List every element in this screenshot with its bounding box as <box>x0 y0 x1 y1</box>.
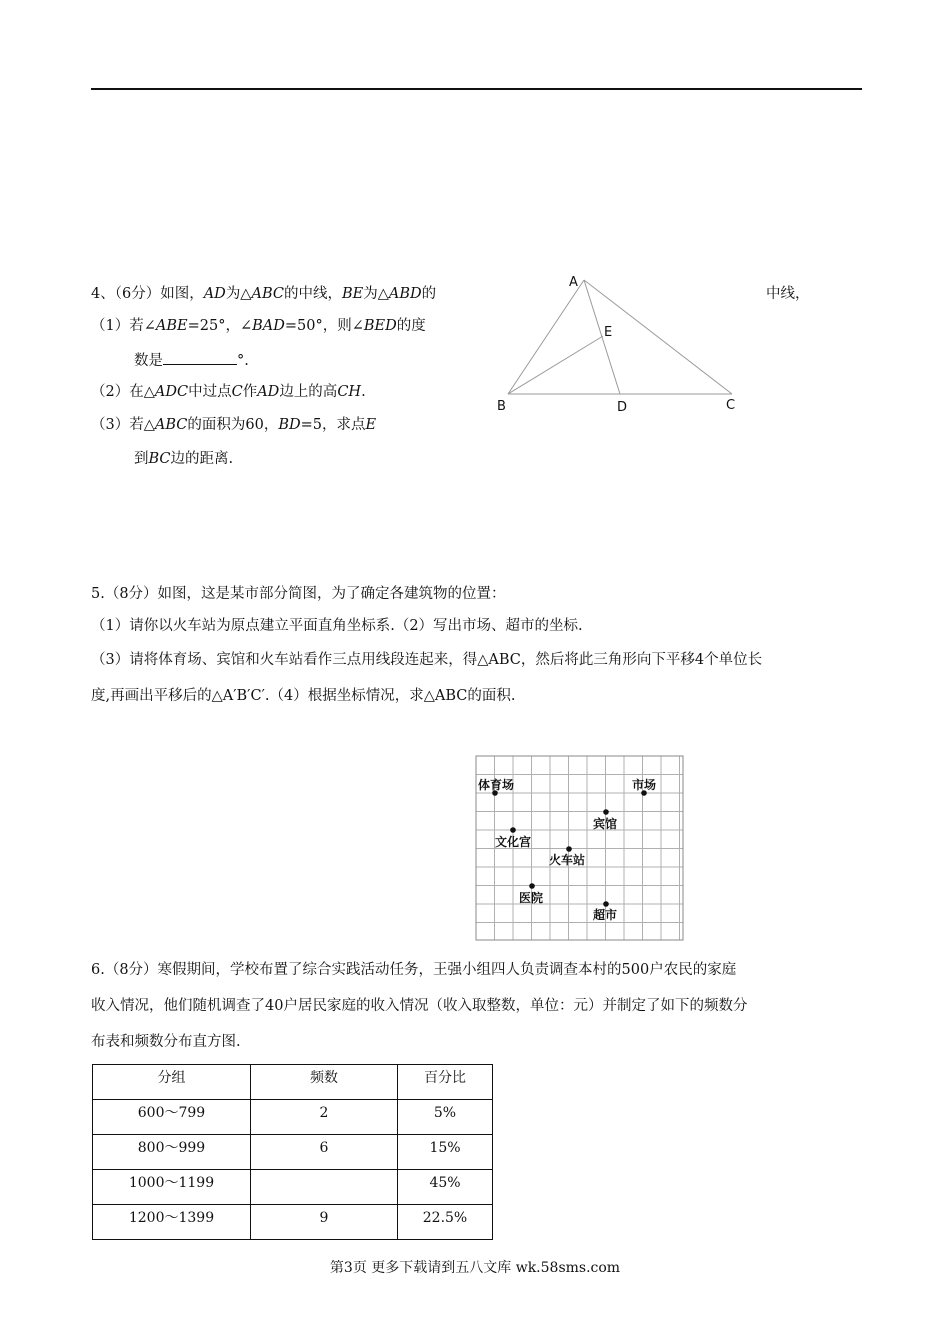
hospital-label: 医院 <box>519 891 544 905</box>
stadium-label: 体育场 <box>478 778 515 792</box>
table-header-row <box>93 1065 493 1100</box>
q5-line3: （3）请将体育场、宾馆和火车站看作三点用线段连起来，得△ABC，然后将此三角形向下平移4个单位长 <box>91 652 763 668</box>
hotel-point <box>603 809 609 815</box>
hotel-label: 宾馆 <box>593 817 618 831</box>
table-row <box>93 1135 493 1170</box>
segment-BE <box>508 336 603 394</box>
segment-AB <box>508 280 584 394</box>
label-E: E <box>604 325 613 340</box>
answer-blank[interactable] <box>163 350 237 365</box>
table-header: 分组 <box>93 1065 251 1100</box>
triangle-figure <box>495 268 755 418</box>
table-cell: 2 <box>251 1100 398 1135</box>
table-cell: 1200～1399 <box>93 1205 251 1240</box>
hospital-point <box>529 883 535 889</box>
culture-palace-point <box>510 827 516 833</box>
table-cell: 1000～1199 <box>93 1170 251 1205</box>
label-D: D <box>617 400 628 415</box>
table-cell: 5% <box>398 1100 493 1135</box>
supermarket-point <box>603 901 609 907</box>
header-rule <box>91 88 862 90</box>
table-cell: 45% <box>398 1170 493 1205</box>
table-header: 频数 <box>251 1065 398 1100</box>
q5-line2: （1）请你以火车站为原点建立平面直角坐标系.（2）写出市场、超市的坐标. <box>91 618 583 634</box>
label-C: C <box>726 398 736 413</box>
table-row <box>93 1170 493 1205</box>
train-station-label: 火车站 <box>549 853 586 867</box>
q4-part3-line2: 到BC边的距离. <box>134 451 234 467</box>
q4-part1-line2: 数是 °. <box>134 350 249 371</box>
page-footer[interactable]: 第3页 更多下载请到五八文库 wk.58sms.com <box>329 1260 621 1276</box>
table-row <box>93 1100 493 1135</box>
table-cell: 15% <box>398 1135 493 1170</box>
label-A: A <box>569 275 578 290</box>
q6-line2: 收入情况，他们随机调查了40户居民家庭的收入情况（收入取整数，单位：元）并制定了如下的频数分 <box>91 998 748 1014</box>
table-cell: 6 <box>251 1135 398 1170</box>
train-station-point <box>566 846 572 852</box>
table-cell: 9 <box>251 1205 398 1240</box>
table-cell: 600～799 <box>93 1100 251 1135</box>
city-map-grid <box>470 752 690 947</box>
table-header: 百分比 <box>398 1065 493 1100</box>
table-cell[interactable] <box>251 1170 398 1205</box>
q5-line1: 5.（8分）如图，这是某市部分简图，为了确定各建筑物的位置： <box>91 586 506 602</box>
table-cell: 22.5% <box>398 1205 493 1240</box>
table-row <box>93 1205 493 1240</box>
q4-part2: （2）在△ADC中过点C作AD边上的高CH. <box>91 384 366 400</box>
q6-line3: 布表和频数分布直方图. <box>91 1034 241 1050</box>
supermarket-label: 超市 <box>593 908 618 922</box>
q4-line1-tail: 中线， <box>766 286 810 302</box>
q6-line1: 6.（8分）寒假期间，学校布置了综合实践活动任务，王强小组四人负责调查本村的500户农民的家庭 <box>91 962 737 978</box>
market-label: 市场 <box>632 778 657 792</box>
q4-line1: 4、（6分）如图，AD为△ABC的中线，BE为△ABD的 <box>91 286 437 302</box>
label-B: B <box>497 399 506 414</box>
table-cell: 800～999 <box>93 1135 251 1170</box>
q5-line4: 度,再画出平移后的△A′B′C′.（4）根据坐标情况，求△ABC的面积. <box>91 688 516 704</box>
q4-part3: （3）若△ABC的面积为60，BD=5，求点E <box>91 417 377 433</box>
culture-palace-label: 文化宫 <box>495 835 532 849</box>
q4-part1: （1）若∠ABE=25°，∠BAD=50°，则∠BED的度 <box>91 318 426 334</box>
frequency-table <box>92 1064 493 1240</box>
